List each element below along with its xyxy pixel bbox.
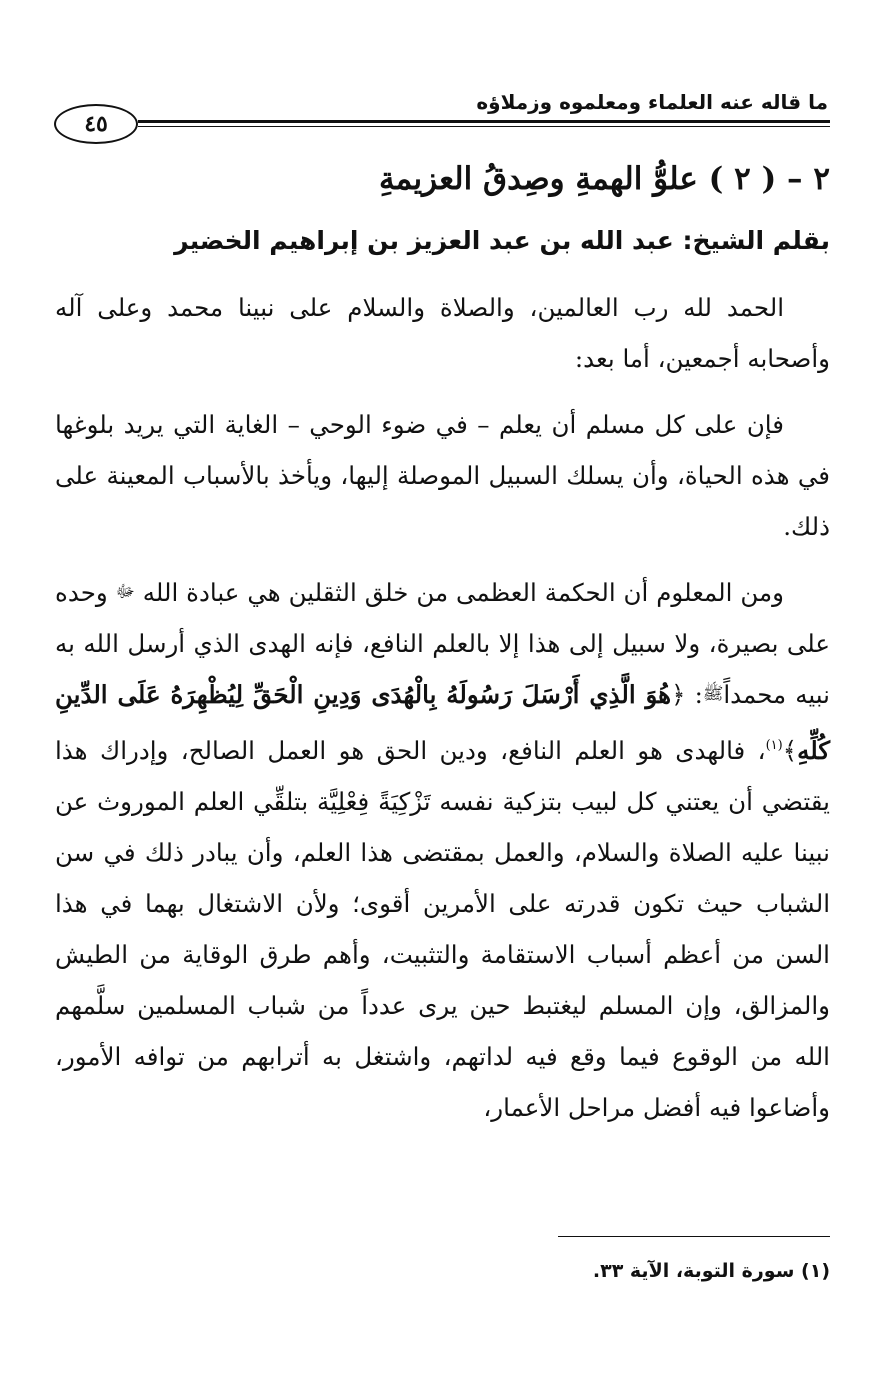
page-number: ٤٥ (84, 111, 108, 137)
paragraph-3 (55, 567, 830, 1133)
paragraph-3-part-b: وحده على بصيرة، ولا سبيل إلى هذا إلا بالعلم النافع، فإنه الهدى الذي أرسل الله به نبيه محمداً (55, 578, 830, 709)
paragraph-3-colon: : (694, 680, 703, 709)
paragraph-3-part-a: ومن المعلوم أن الحكمة العظمى من خلق الثقلين هي عبادة الله (142, 578, 784, 607)
paragraph-1: الحمد لله رب العالمين، والصلاة والسلام على نبينا محمد وعلى آله وأصحابه أجمعين، أما بعد: (55, 293, 830, 373)
running-title: ما قاله عنه العلماء ومعلموه وزملاؤه (476, 90, 828, 114)
section-heading: ٢ – ( ٢ ) علوُّ الهمةِ وصِدقُ العزيمةِ (378, 161, 830, 197)
footnote-reference: (١) (765, 738, 783, 753)
honorific-glyph: ﷻ (115, 582, 135, 602)
header-rule-thin (138, 126, 830, 127)
author-line: بقلم الشيخ: عبد الله بن عبد العزيز بن إبراهيم الخضير (174, 226, 830, 255)
quran-bracket-open: ﴿ (671, 680, 686, 709)
paragraph-3-part-d: ، فالهدى هو العلم النافع، ودين الحق هو العمل الصالح، وإدراك هذا يقتضي أن يعتني كل لبيب بتزكية نفسه تَزْكِيَةً فِعْلِيَّة بتلقِّي العلم الموروث عن نبينا عليه الصلاة والسلام، والعمل بمقتضى هذا العلم، وأن يبادر ذلك في سن الشباب حيث تكون قدرته على الأمرين أقوى؛ ولأن الاشتغال بهما في هذا السن من أعظم أسباب الاستقامة والتثبيت، وأهم طرق الوقاية من الطيش والمزالق، وإن المسلم ليغتبط حين يرى عدداً من شباب المسلمين سلَّمهم الله من الوقوع فيما وقع فيه لداتهم، واشتغل به أترابهم من توافه الأمور، وأضاعوا فيه أفضل مراحل الأعمار، (55, 736, 830, 1122)
quran-verse: هُوَ الَّذِي أَرْسَلَ رَسُولَهُ بِالْهُدَى وَدِينِ الْحَقِّ لِيُظْهِرَهُ عَلَى الدِّينِ كُلِّهِ (55, 680, 830, 765)
paragraph-2: فإن على كل مسلم أن يعلم – في ضوء الوحي – الغاية التي يريد بلوغها في هذه الحياة، وأن يسلك السبيل الموصلة إليها، ويأخذ بالأسباب المعينة على ذلك. (55, 410, 830, 541)
body-text (55, 282, 830, 1148)
header-rule (138, 120, 830, 123)
footnote-separator (558, 1236, 830, 1237)
page-number-badge (54, 104, 138, 144)
honorific-glyph-prophet: ﷺ (702, 684, 724, 704)
running-header (54, 88, 830, 148)
footnote: (١) سورة التوبة، الآية ٣٣. (592, 1260, 830, 1282)
quran-bracket-close: ﴾ (782, 736, 798, 765)
